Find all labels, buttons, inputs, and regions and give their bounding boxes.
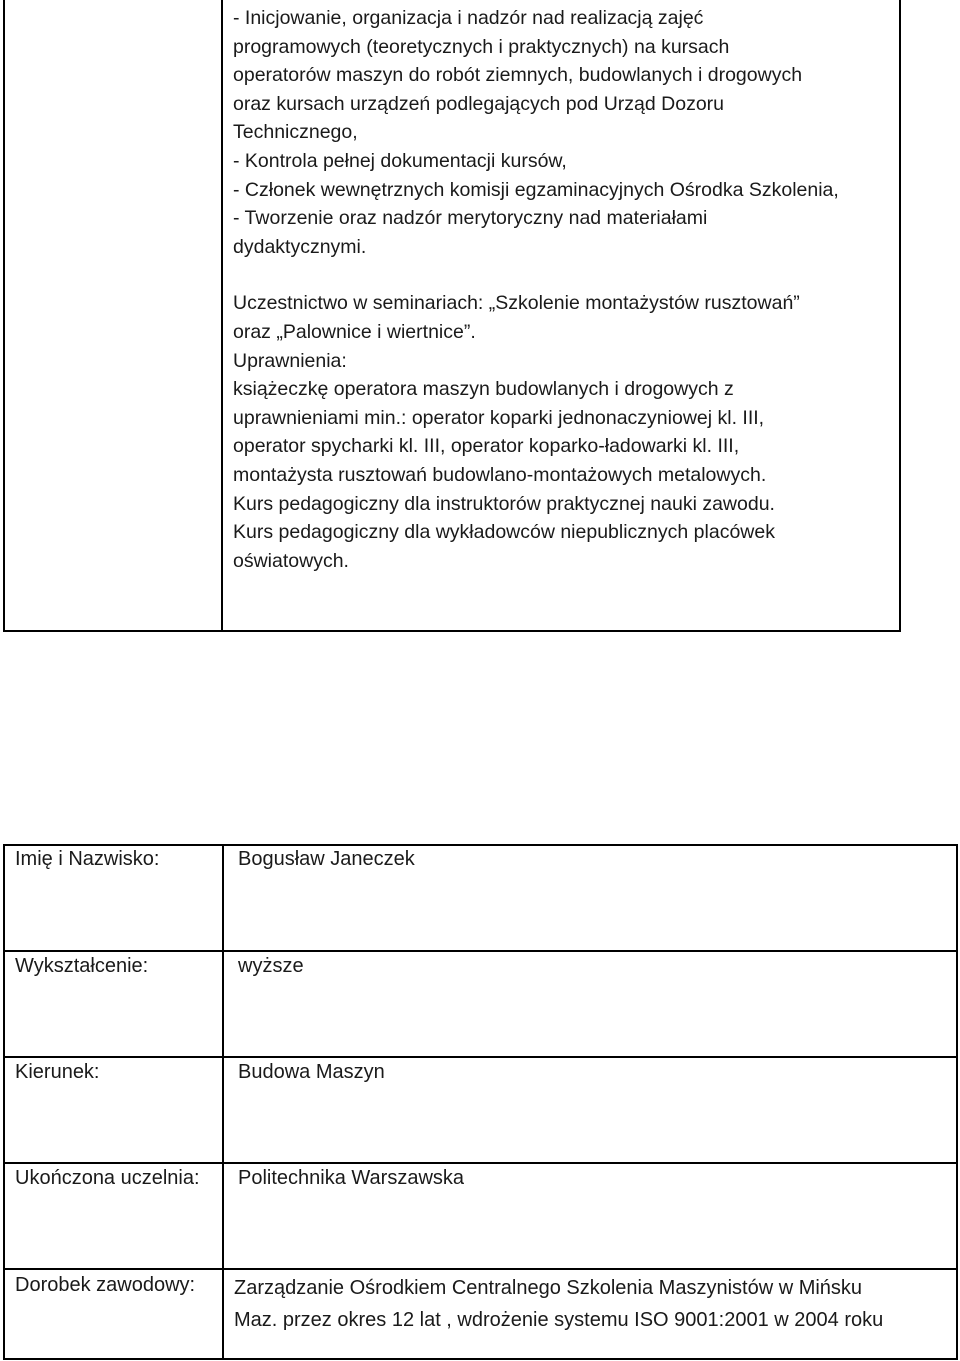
university-value: Politechnika Warszawska [238, 1167, 465, 1189]
education-value: wyższe [238, 955, 304, 977]
text-line: Zarządzanie Ośrodkiem Centralnego Szkolenia Maszynistów w Mińsku [234, 1277, 863, 1299]
text-line: - Inicjowanie, organizacja i nadzór nad realizacją zajęć [233, 7, 704, 29]
text-line: oraz kursach urządzeń podlegających pod Urząd Dozoru [233, 92, 725, 115]
text-line: montażysta rusztowań budowlano-montażowych metalowych. [233, 463, 767, 486]
text-line: Kurs pedagogiczny dla instruktorów praktycznej nauki zawodu. [233, 492, 775, 515]
field-of-study-value: Budowa Maszyn [238, 1061, 385, 1083]
row-separator [3, 1162, 958, 1164]
row-separator [3, 1056, 958, 1058]
text-line: programowych (teoretycznych i praktycznych) na kursach [233, 35, 730, 58]
row-separator [3, 950, 958, 952]
text-line: oświatowych. [233, 549, 349, 572]
experience-table-divider [221, 0, 223, 632]
text-line: Maz. przez okres 12 lat , wdrożenie systemu ISO 9001:2001 w 2004 roku [234, 1309, 884, 1331]
text-line: - Członek wewnętrznych komisji egzaminacyjnych Ośrodka Szkolenia, [233, 178, 839, 201]
text-line: Uprawnienia: [233, 349, 347, 372]
text-line: Uczestnictwo w seminariach: „Szkolenie montażystów rusztowań” [233, 292, 800, 315]
row-separator [3, 1268, 958, 1270]
profile-table-divider [222, 844, 224, 1360]
education-label: Wykształcenie: [15, 955, 149, 977]
text-line: Technicznego, [233, 121, 358, 144]
text-line: uprawnieniami min.: operator koparki jednonaczyniowej kl. III, [233, 406, 765, 429]
professional-record-label: Dorobek zawodowy: [15, 1274, 196, 1296]
name-label: Imię i Nazwisko: [15, 848, 160, 870]
field-of-study-label: Kierunek: [15, 1061, 100, 1083]
text-line: dydaktycznymi. [233, 235, 367, 258]
experience-description [233, 4, 893, 575]
name-value: Bogusław Janeczek [238, 848, 415, 870]
text-line: Kurs pedagogiczny dla wykładowców niepublicznych placówek [233, 521, 775, 544]
text-line: operatorów maszyn do robót ziemnych, budowlanych i drogowych [233, 64, 803, 87]
professional-record-value [234, 1272, 883, 1336]
text-line: książeczkę operatora maszyn budowlanych i drogowych z [233, 378, 734, 401]
paragraph-gap [233, 261, 893, 289]
text-line: operator spycharki kl. III, operator koparko-ładowarki kl. III, [233, 435, 740, 458]
text-line: - Kontrola pełnej dokumentacji kursów, [233, 149, 567, 172]
text-line: oraz „Palownice i wiertnice”. [233, 320, 476, 343]
university-label: Ukończona uczelnia: [15, 1167, 200, 1189]
text-line: - Tworzenie oraz nadzór merytoryczny nad materiałami [233, 207, 708, 230]
